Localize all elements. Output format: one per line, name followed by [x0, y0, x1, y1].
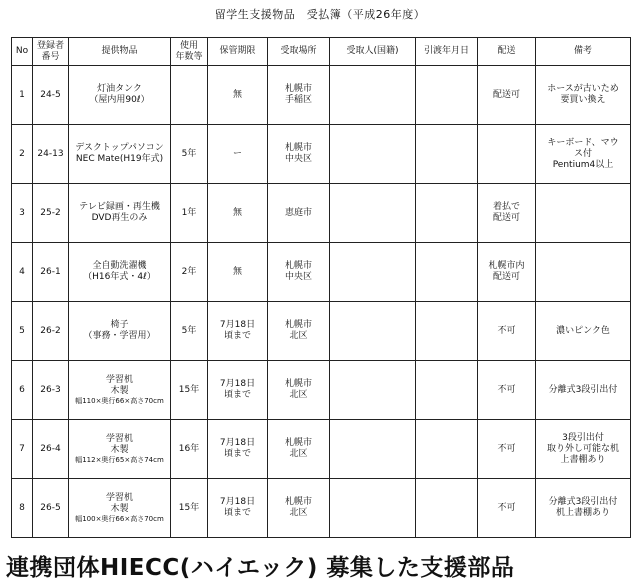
- cell-item: 灯油タンク （屋内用90ℓ）: [69, 66, 171, 125]
- cell-delivery: 不可: [478, 420, 536, 479]
- cell-handover: [416, 361, 478, 420]
- cell-reg: 26-3: [33, 361, 69, 420]
- cell-location: 札幌市 中央区: [268, 125, 330, 184]
- cell-reg: 26-5: [33, 479, 69, 538]
- cell-storage: 無: [208, 243, 268, 302]
- header-item: 提供物品: [69, 38, 171, 66]
- cell-no: 2: [12, 125, 33, 184]
- cell-item: 学習机 木製 幅110×奥行66×高さ70cm: [69, 361, 171, 420]
- cell-notes: 濃いピンク色: [536, 302, 631, 361]
- cell-location: 札幌市 中央区: [268, 243, 330, 302]
- cell-delivery: 不可: [478, 302, 536, 361]
- header-handover: 引渡年月日: [416, 38, 478, 66]
- cell-recipient: [330, 361, 416, 420]
- item-dimensions: 幅110×奥行66×高さ70cm: [75, 397, 164, 405]
- cell-storage: 7月18日 頃まで: [208, 420, 268, 479]
- cell-years: 15年: [171, 361, 208, 420]
- cell-recipient: [330, 66, 416, 125]
- cell-handover: [416, 66, 478, 125]
- table-row: [12, 302, 631, 361]
- cell-recipient: [330, 302, 416, 361]
- cell-years: [171, 66, 208, 125]
- header-notes: 備考: [536, 38, 631, 66]
- cell-recipient: [330, 420, 416, 479]
- cell-reg: 26-1: [33, 243, 69, 302]
- cell-recipient: [330, 125, 416, 184]
- cell-location: 札幌市 北区: [268, 420, 330, 479]
- cell-location: 札幌市 北区: [268, 302, 330, 361]
- header-years: 使用 年数等: [171, 38, 208, 66]
- cell-handover: [416, 420, 478, 479]
- cell-item: 学習机 木製 幅112×奥行65×高さ74cm: [69, 420, 171, 479]
- cell-item: テレビ録画・再生機 DVD再生のみ: [69, 184, 171, 243]
- cell-years: 1年: [171, 184, 208, 243]
- cell-storage: 無: [208, 66, 268, 125]
- cell-recipient: [330, 479, 416, 538]
- cell-location: 札幌市 北区: [268, 479, 330, 538]
- ledger-table: [11, 37, 631, 538]
- header-location: 受取場所: [268, 38, 330, 66]
- table-row: [12, 479, 631, 538]
- item-dimensions: 幅100×奥行66×高さ70cm: [75, 515, 164, 523]
- cell-handover: [416, 125, 478, 184]
- cell-item: 学習机 木製 幅100×奥行66×高さ70cm: [69, 479, 171, 538]
- table-row: [12, 66, 631, 125]
- page-title: 留学生支援物品 受払簿（平成26年度）: [214, 8, 426, 21]
- cell-item: 全自動洗濯機 （H16年式・4ℓ）: [69, 243, 171, 302]
- cell-notes: 3段引出付 取り外し可能な机 上書棚あり: [536, 420, 631, 479]
- header-recipient: 受取人(国籍): [330, 38, 416, 66]
- cell-reg: 26-2: [33, 302, 69, 361]
- cell-years: 16年: [171, 420, 208, 479]
- cell-no: 4: [12, 243, 33, 302]
- table-row: [12, 243, 631, 302]
- cell-delivery: 不可: [478, 479, 536, 538]
- cell-no: 3: [12, 184, 33, 243]
- cell-handover: [416, 243, 478, 302]
- ledger-body: [12, 66, 631, 538]
- cell-reg: 24-5: [33, 66, 69, 125]
- table-row: [12, 125, 631, 184]
- cell-storage: 7月18日 頃まで: [208, 302, 268, 361]
- cell-item: デスクトップパソコン NEC Mate(H19年式): [69, 125, 171, 184]
- cell-notes: ホースが古いため 要買い換え: [536, 66, 631, 125]
- table-row: [12, 361, 631, 420]
- cell-notes: 分離式3段引出付: [536, 361, 631, 420]
- cell-location: 恵庭市: [268, 184, 330, 243]
- table-row: [12, 420, 631, 479]
- cell-storage: ー: [208, 125, 268, 184]
- cell-recipient: [330, 184, 416, 243]
- cell-no: 1: [12, 66, 33, 125]
- cell-reg: 26-4: [33, 420, 69, 479]
- header-storage: 保管期限: [208, 38, 268, 66]
- header-row: [12, 38, 631, 66]
- cell-storage: 7月18日 頃まで: [208, 361, 268, 420]
- cell-reg: 24-13: [33, 125, 69, 184]
- cell-delivery: 不可: [478, 361, 536, 420]
- cell-delivery: 着払で 配送可: [478, 184, 536, 243]
- item-dimensions: 幅112×奥行65×高さ74cm: [75, 456, 164, 464]
- cell-storage: 無: [208, 184, 268, 243]
- cell-no: 7: [12, 420, 33, 479]
- cell-delivery: [478, 125, 536, 184]
- cell-item: 椅子 （事務・学習用）: [69, 302, 171, 361]
- cell-recipient: [330, 243, 416, 302]
- cell-delivery: 配送可: [478, 66, 536, 125]
- cell-notes: [536, 243, 631, 302]
- cell-no: 5: [12, 302, 33, 361]
- cell-storage: 7月18日 頃まで: [208, 479, 268, 538]
- cell-no: 8: [12, 479, 33, 538]
- footer-caption: 連携団体HIECC(ハイエック) 募集した支援部品: [6, 555, 515, 581]
- cell-years: 2年: [171, 243, 208, 302]
- cell-location: 札幌市 手稲区: [268, 66, 330, 125]
- cell-years: 5年: [171, 125, 208, 184]
- cell-notes: 分離式3段引出付 机上書棚あり: [536, 479, 631, 538]
- cell-handover: [416, 302, 478, 361]
- table-row: [12, 184, 631, 243]
- cell-handover: [416, 479, 478, 538]
- cell-years: 15年: [171, 479, 208, 538]
- cell-years: 5年: [171, 302, 208, 361]
- cell-no: 6: [12, 361, 33, 420]
- header-reg: 登録者 番号: [33, 38, 69, 66]
- cell-notes: キーボード、マウ ス付 Pentium4以上: [536, 125, 631, 184]
- cell-delivery: 札幌市内 配送可: [478, 243, 536, 302]
- header-delivery: 配送: [478, 38, 536, 66]
- cell-notes: [536, 184, 631, 243]
- cell-location: 札幌市 北区: [268, 361, 330, 420]
- cell-reg: 25-2: [33, 184, 69, 243]
- header-no: No: [12, 38, 33, 66]
- cell-handover: [416, 184, 478, 243]
